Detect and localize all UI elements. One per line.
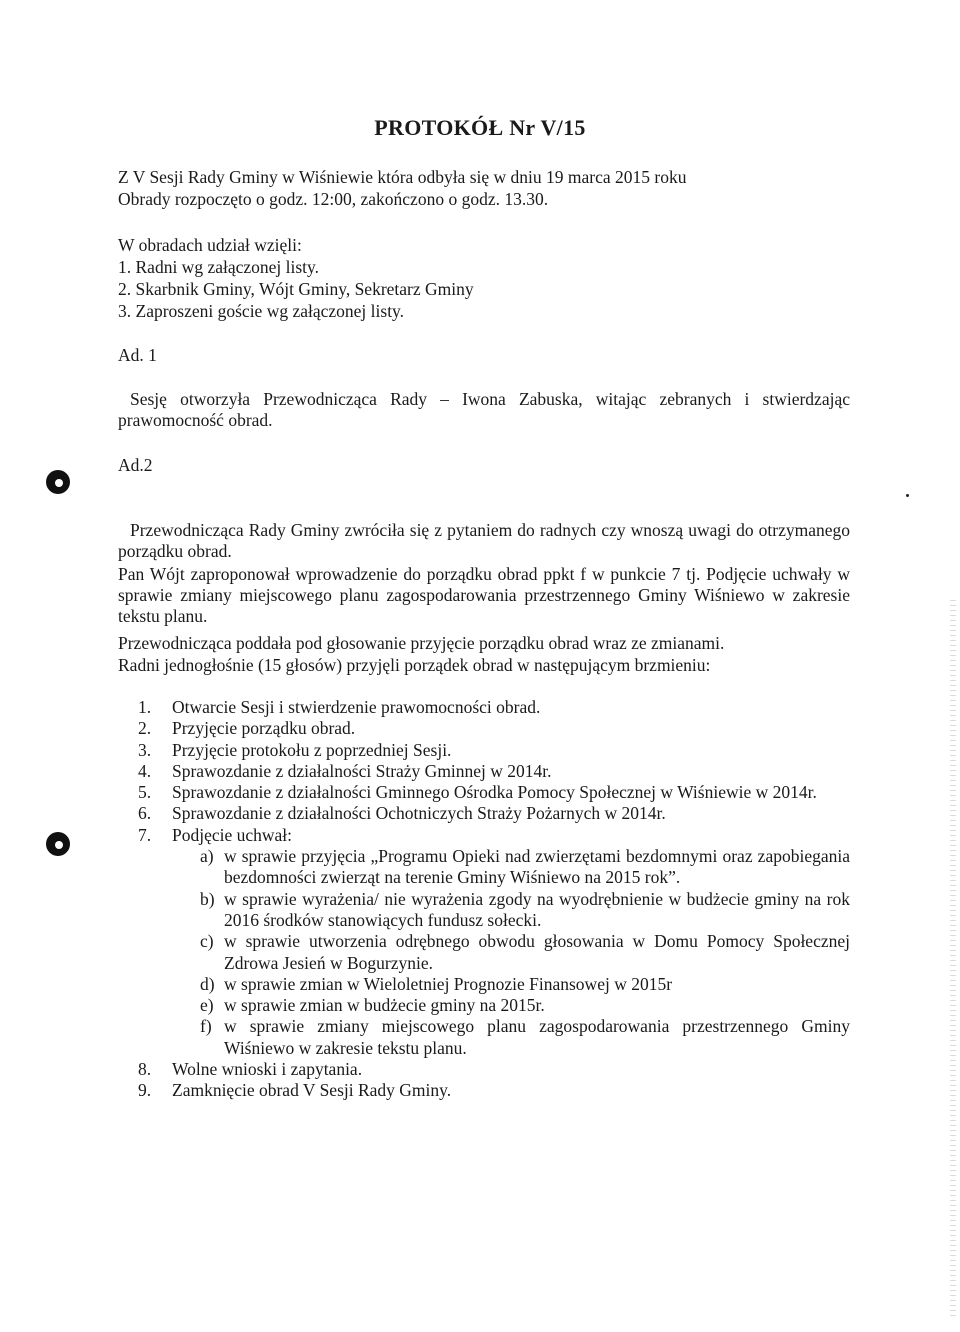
ad2-paragraph: Przewodnicząca Rady Gminy zwróciła się z pytaniem do radnych czy wnoszą uwagi do otrzymanego porządku obrad. (118, 520, 850, 561)
resolution-letter: d) (200, 973, 215, 994)
agenda-number: 2. (138, 718, 152, 739)
agenda-number: 6. (138, 803, 152, 824)
agenda-item (138, 718, 850, 739)
section-heading-ad2: Ad.2 (118, 455, 153, 475)
ad2-paragraph: Radni jednogłośnie (15 głosów) przyjęli porządek obrad w następującym brzmieniu: (118, 655, 711, 675)
agenda-text: Sprawozdanie z działalności Straży Gminnej w 2014r. (172, 760, 552, 781)
agenda-item (138, 803, 850, 824)
agenda-list (138, 697, 850, 1102)
agenda-number: 7. (138, 824, 152, 845)
agenda-text: Przyjęcie protokołu z poprzedniej Sesji. (172, 739, 452, 760)
agenda-text: Sprawozdanie z działalności Gminnego Ośrodka Pomocy Społecznej w Wiśniewie w 2014r. (172, 782, 817, 803)
resolution-letter: e) (200, 995, 214, 1016)
resolution-text: w sprawie zmian w budżecie gminy na 2015r. (224, 995, 545, 1016)
agenda-number: 8. (138, 1059, 152, 1080)
resolution-text: w sprawie wyrażenia/ nie wyrażenia zgody na wyodrębnienie w budżecie gminy na rok 2016 środków stanowiących fundusz sołecki. (224, 888, 850, 930)
section-heading-ad1: Ad. 1 (118, 345, 157, 365)
resolution-item (138, 889, 850, 932)
agenda-item (138, 782, 850, 803)
resolution-item (138, 1016, 850, 1059)
agenda-item (138, 1080, 850, 1101)
agenda-text: Podjęcie uchwał: (172, 824, 293, 845)
resolution-text: w sprawie utworzenia odrębnego obwodu głosowania w Domu Pomocy Społecznej Zdrowa Jesień w Bogurzynie. (224, 931, 850, 973)
agenda-text: Zamknięcie obrad V Sesji Rady Gminy. (172, 1080, 452, 1101)
agenda-item (138, 1059, 850, 1080)
participant-item: 2. Skarbnik Gminy, Wójt Gminy, Sekretarz Gminy (118, 279, 474, 299)
resolution-text: w sprawie przyjęcia „Programu Opieki nad zwierzętami bezdomnymi oraz zapobiegania bezdomności zwierząt na terenie Gminy Wiśniewo na 2015 rok”. (224, 846, 850, 888)
ad2-paragraph: Przewodnicząca poddała pod głosowanie przyjęcie porządku obrad wraz ze zmianami. (118, 633, 725, 653)
resolution-text: w sprawie zmian w Wieloletniej Prognozie Finansowej w 2015r (224, 973, 673, 994)
agenda-number: 5. (138, 782, 152, 803)
participants-heading: W obradach udział wzięli: (118, 235, 302, 255)
document-title: PROTOKÓŁ Nr V/15 (374, 115, 586, 140)
punch-hole-icon (46, 832, 70, 856)
participant-item: 3. Zaproszeni goście wg załączonej listy. (118, 301, 405, 321)
intro-line: Obrady rozpoczęto o godz. 12:00, zakończono o godz. 13.30. (118, 189, 549, 209)
resolution-letter: b) (200, 888, 215, 909)
agenda-item (138, 740, 850, 761)
resolution-item (138, 995, 850, 1016)
resolution-letter: f) (200, 1016, 212, 1037)
punch-hole-icon (46, 470, 70, 494)
agenda-item (138, 761, 850, 782)
participant-item: 1. Radni wg załączonej listy. (118, 257, 320, 277)
ad2-paragraph: Pan Wójt zaproponował wprowadzenie do porządku obrad ppkt f w punkcie 7 tj. Podjęcie uchwały w sprawie zmiany miejscowego planu zagospodarowania przestrzennego Gminy Wiśniewo w zakresie tekstu planu. (118, 564, 850, 626)
ad1-paragraph: Sesję otworzyła Przewodnicząca Rady – Iwona Zabuska, witając zebranych i stwierdzając prawomocność obrad. (118, 389, 850, 430)
agenda-text: Wolne wnioski i zapytania. (172, 1059, 363, 1080)
agenda-number: 9. (138, 1080, 152, 1101)
resolution-item (138, 846, 850, 889)
resolution-letter: c) (200, 931, 214, 952)
agenda-item (138, 697, 850, 718)
resolution-letter: a) (200, 846, 214, 867)
resolution-item (138, 931, 850, 974)
scan-edge-noise (950, 600, 956, 1320)
agenda-text: Sprawozdanie z działalności Ochotniczych Straży Pożarnych w 2014r. (172, 803, 666, 824)
intro-line: Z V Sesji Rady Gminy w Wiśniewie która odbyła się w dniu 19 marca 2015 roku (118, 167, 687, 187)
agenda-text: Przyjęcie porządku obrad. (172, 718, 356, 739)
agenda-item (138, 825, 850, 846)
agenda-number: 4. (138, 760, 152, 781)
agenda-number: 3. (138, 739, 152, 760)
resolution-text: w sprawie zmiany miejscowego planu zagospodarowania przestrzennego Gminy Wiśniewo w zakresie tekstu planu. (224, 1016, 850, 1058)
resolution-item (138, 974, 850, 995)
scan-speck (906, 494, 909, 497)
agenda-number: 1. (138, 697, 152, 717)
agenda-text: Otwarcie Sesji i stwierdzenie prawomocności obrad. (172, 697, 541, 717)
